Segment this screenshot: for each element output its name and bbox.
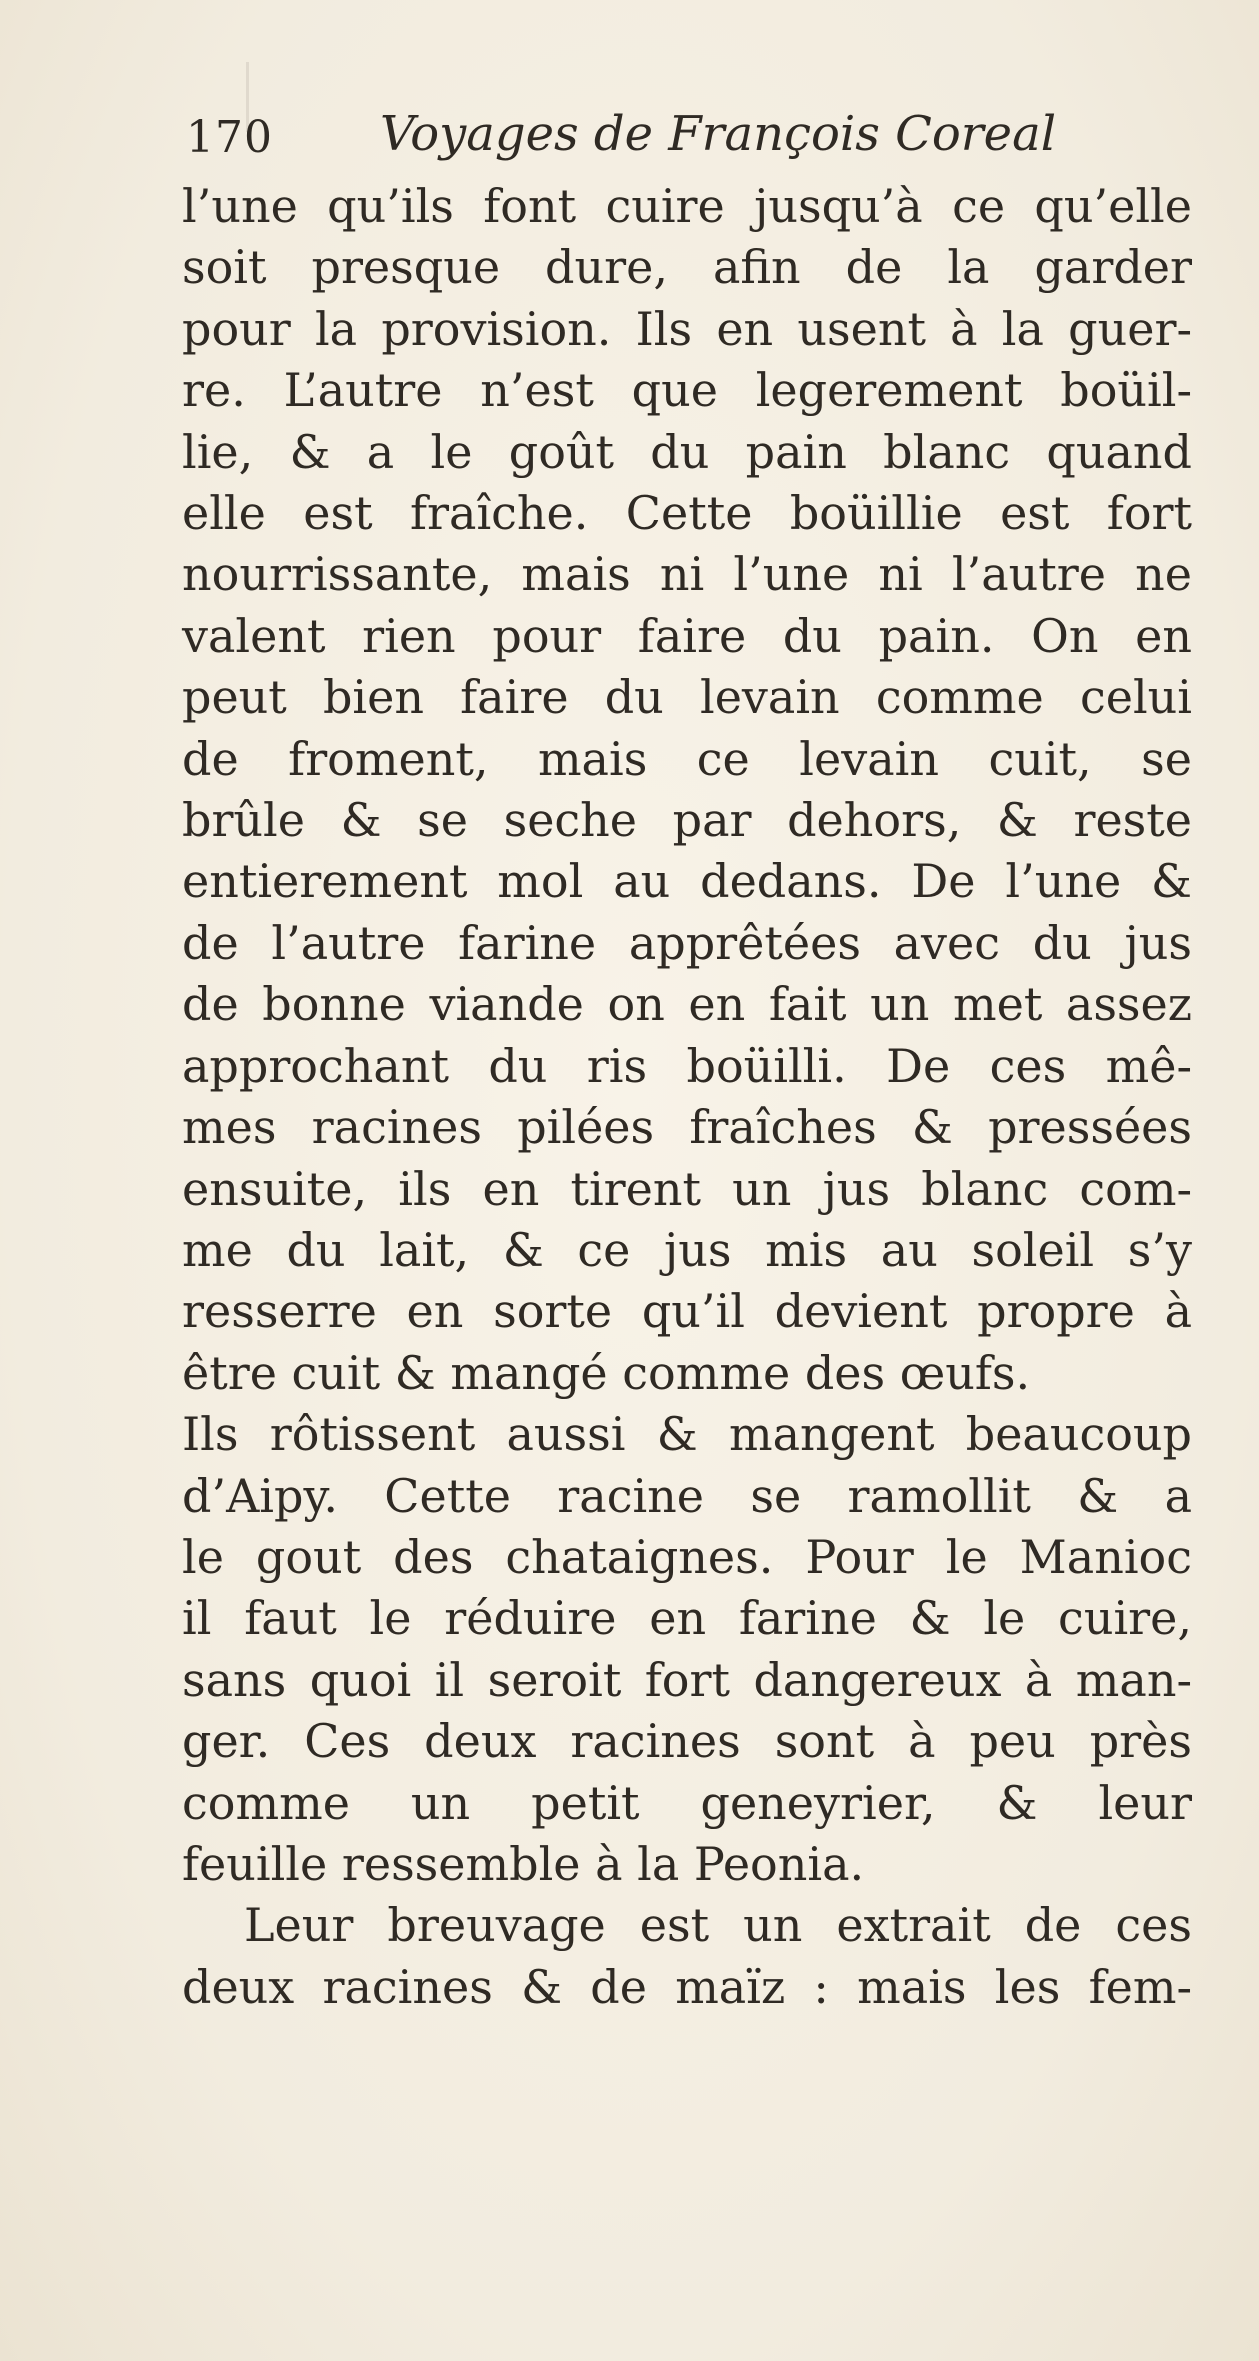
text-line: de l’autre farine apprêtées avec du jus	[182, 915, 1192, 970]
text-line: Leur breuvage est un extrait de ces	[244, 1898, 1192, 1953]
text-line: sans quoi il seroit fort dangereux à man-	[182, 1652, 1192, 1707]
text-line: resserre en sorte qu’il devient propre à	[182, 1284, 1192, 1339]
text-line: entierement mol au dedans. De l’une &	[182, 854, 1192, 909]
text-line: feuille ressemble à la Peonia.	[182, 1836, 865, 1891]
text-line: il faut le réduire en farine & le cuire,	[182, 1591, 1192, 1646]
text-line: brûle & se seche par dehors, & reste	[182, 793, 1192, 848]
text-line: approchant du ris boüilli. De ces mê-	[182, 1038, 1192, 1093]
text-line: valent rien pour faire du pain. On en	[182, 608, 1192, 663]
text-line: nourrissante, mais ni l’une ni l’autre ne	[182, 547, 1192, 602]
body-text	[182, 176, 1192, 2018]
text-line: être cuit & mangé comme des œufs.	[182, 1345, 1031, 1400]
text-line: Ils rôtissent aussi & mangent beaucoup	[182, 1407, 1192, 1462]
text-line: ensuite, ils en tirent un jus blanc com-	[182, 1161, 1192, 1216]
text-line: l’une qu’ils font cuire jusqu’à ce qu’elle	[182, 179, 1192, 233]
page-number: 170	[186, 112, 273, 163]
text-line: elle est fraîche. Cette boüillie est fort	[182, 486, 1192, 541]
text-line: le gout des chataignes. Pour le Manioc	[182, 1529, 1192, 1584]
text-line: me du lait, & ce jus mis au soleil s’y	[182, 1222, 1192, 1277]
text-line: peut bien faire du levain comme celui	[182, 670, 1192, 725]
text-line: de bonne viande on en fait un met assez	[182, 977, 1192, 1032]
text-line: pour la provision. Ils en usent à la guer-	[182, 301, 1192, 356]
text-line: ger. Ces deux racines sont à peu près	[182, 1714, 1192, 1769]
page-header	[180, 104, 1080, 174]
text-line: de froment, mais ce levain cuit, se	[182, 731, 1192, 786]
text-line: mes racines pilées fraîches & pressées	[182, 1100, 1192, 1155]
text-line: comme un petit geneyrier, & leur	[182, 1775, 1192, 1830]
text-line: deux racines & de maïz : mais les fem-	[182, 1959, 1192, 2014]
text-line: lie, & a le goût du pain blanc quand	[182, 424, 1192, 479]
text-line: re. L’autre n’est que legerement boüil-	[182, 363, 1192, 418]
running-title: Voyages de François Coreal	[380, 106, 1057, 162]
text-line: d’Aipy. Cette racine se ramollit & a	[182, 1468, 1192, 1523]
text-line: soit presque dure, afin de la garder	[182, 240, 1192, 295]
